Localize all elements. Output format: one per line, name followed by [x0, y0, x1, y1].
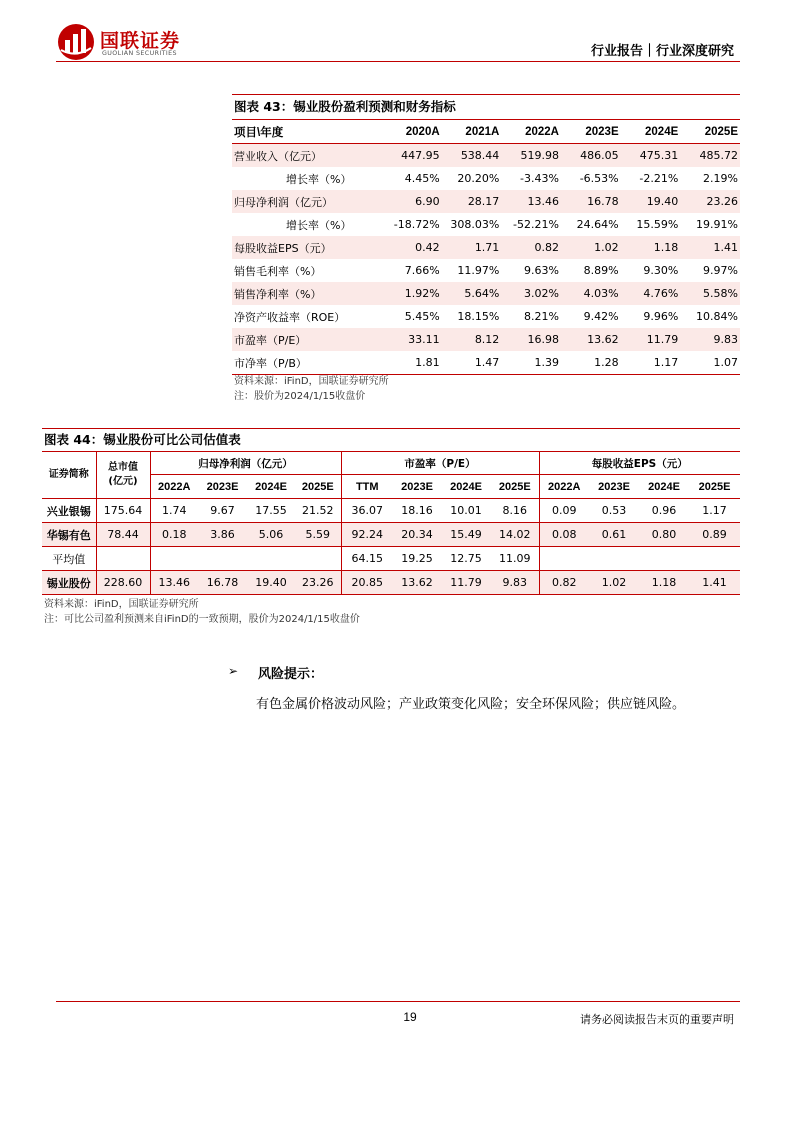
table-cell: 13.62 — [561, 328, 621, 351]
table-cell: 1.17 — [689, 499, 740, 523]
table-cell: 0.08 — [539, 523, 589, 547]
table-cell: 1.18 — [621, 236, 681, 259]
table-cell: 13.62 — [393, 571, 441, 595]
table-cell: 16.78 — [198, 571, 247, 595]
table-cell: 8.89% — [583, 264, 619, 277]
year-header: 2022A — [150, 475, 198, 499]
header-label: 项目\年度 — [232, 120, 382, 144]
table-cell: 11.79 — [621, 328, 681, 351]
table-cell: 36.07 — [341, 499, 393, 523]
table-cell: 23.26 — [680, 190, 740, 213]
year-header: 2023E — [589, 475, 639, 499]
report-category: 行业报告｜行业深度研究 — [590, 44, 734, 59]
row-label: 市盈率（P/E） — [232, 328, 382, 351]
table-cell: 175.64 — [96, 499, 150, 523]
table-cell: 5.59 — [295, 523, 341, 547]
price-note: 注：股价为2024/1/15收盘价 — [234, 391, 366, 402]
risk-heading: 风险提示： — [258, 667, 324, 682]
table-cell: 13.46 — [150, 571, 198, 595]
forecast-note: 注：可比公司盈利预测来自iFinD的一致预期，股价为2024/1/15收盘价 — [44, 614, 360, 625]
year-header: 2022A — [501, 120, 561, 144]
row-label: 增长率（%） — [286, 218, 352, 232]
table-cell: 19.91% — [696, 218, 738, 231]
year-header: 2024E — [621, 120, 681, 144]
group-net-profit: 归母净利润（亿元） — [150, 452, 341, 475]
table-row — [232, 167, 740, 190]
table-row — [232, 213, 740, 236]
table-cell: 8.12 — [442, 328, 502, 351]
table-row — [232, 305, 740, 328]
peer-valuation-table — [42, 452, 740, 595]
table-cell: 0.42 — [382, 236, 442, 259]
year-header: 2024E — [247, 475, 295, 499]
table-cell: 9.97% — [703, 264, 738, 277]
table-cell: 519.98 — [501, 144, 561, 168]
table-cell: -2.21% — [639, 172, 679, 185]
table-cell: 228.60 — [96, 571, 150, 595]
year-header: 2025E — [689, 475, 740, 499]
table-header-row — [232, 120, 740, 144]
table-cell: 92.24 — [341, 523, 393, 547]
table-row — [42, 499, 740, 523]
group-pe: 市盈率（P/E） — [341, 452, 539, 475]
table-cell — [689, 547, 740, 571]
year-header: 2023E — [198, 475, 247, 499]
table-cell: 7.66% — [404, 264, 440, 277]
table-cell — [198, 547, 247, 571]
year-header: 2024E — [441, 475, 491, 499]
table-cell: -52.21% — [513, 218, 559, 231]
logo-english-name: GUOLIAN SECURITIES — [102, 50, 177, 57]
table-row — [232, 144, 740, 168]
table-cell: 0.82 — [501, 236, 561, 259]
figure-44-valuation-table — [42, 428, 740, 595]
table-cell: 0.09 — [539, 499, 589, 523]
group-header-row — [42, 452, 740, 475]
table-row — [232, 236, 740, 259]
table-cell: 9.63% — [524, 264, 559, 277]
table-cell: 0.18 — [150, 523, 198, 547]
row-label: 归母净利润（亿元） — [232, 190, 382, 213]
table-cell: 9.30% — [643, 264, 679, 277]
table-cell: 12.75 — [441, 547, 491, 571]
row-label: 销售净利率（%） — [232, 282, 382, 305]
table-cell: 2.19% — [703, 172, 738, 185]
table-cell: 14.02 — [491, 523, 539, 547]
table-cell: 9.67 — [198, 499, 247, 523]
table-cell: 15.59% — [636, 218, 679, 231]
table-cell: 1.92% — [382, 282, 442, 305]
table-row — [232, 190, 740, 213]
year-header: 2022A — [539, 475, 589, 499]
table-cell: 18.16 — [393, 499, 441, 523]
table-cell: 16.78 — [561, 190, 621, 213]
page-number: 19 — [403, 1010, 417, 1024]
table-cell: 1.74 — [150, 499, 198, 523]
logo-mark-icon — [56, 22, 96, 62]
table-cell: 11.09 — [491, 547, 539, 571]
footer-divider — [56, 1001, 740, 1002]
table-row — [232, 259, 740, 282]
financial-forecast-table — [232, 120, 740, 375]
security-name: 华锡有色 — [42, 523, 96, 547]
row-label: 销售毛利率（%） — [234, 264, 322, 278]
year-header: TTM — [341, 475, 393, 499]
table-cell: 5.45% — [404, 310, 440, 323]
table-cell: -18.72% — [393, 218, 440, 231]
table-cell: 78.44 — [96, 523, 150, 547]
table-cell: 538.44 — [442, 144, 502, 168]
year-header: 2023E — [393, 475, 441, 499]
row-label: 市净率（P/B） — [232, 351, 382, 375]
table-cell — [639, 547, 689, 571]
group-eps: 每股收益EPS（元） — [539, 452, 740, 475]
table-cell: 21.52 — [295, 499, 341, 523]
table-cell: 1.17 — [621, 351, 681, 375]
table-cell: 33.11 — [382, 328, 442, 351]
table-cell — [295, 547, 341, 571]
table-cell: 447.95 — [382, 144, 442, 168]
table-cell: 20.34 — [393, 523, 441, 547]
table-cell — [247, 547, 295, 571]
table-cell: 1.41 — [680, 236, 740, 259]
table-cell: 1.28 — [561, 351, 621, 375]
table-cell: 19.40 — [247, 571, 295, 595]
table-cell: -6.53% — [579, 172, 619, 185]
table-row — [232, 351, 740, 375]
table-cell: 9.42% — [583, 310, 619, 323]
table-cell: 10.84% — [696, 310, 738, 323]
table-cell: 13.46 — [501, 190, 561, 213]
table-cell: 10.01 — [441, 499, 491, 523]
row-label: 净资产收益率（ROE） — [234, 310, 346, 324]
table-row — [42, 547, 740, 571]
row-label: 每股收益EPS（元） — [232, 236, 382, 259]
table-cell: 5.58% — [680, 282, 740, 305]
table-cell: 17.55 — [247, 499, 295, 523]
row-label: 营业收入（亿元） — [232, 144, 382, 168]
table-cell: 486.05 — [561, 144, 621, 168]
table-cell: 3.02% — [501, 282, 561, 305]
figure-44-title: 图表 44：锡业股份可比公司估值表 — [42, 428, 740, 452]
table-cell: 308.03% — [450, 218, 500, 231]
table-cell: 9.83 — [680, 328, 740, 351]
table-cell: 3.86 — [198, 523, 247, 547]
header-divider — [56, 61, 740, 62]
table-cell: 9.96% — [643, 310, 679, 323]
table-cell: 1.18 — [639, 571, 689, 595]
table-cell: 28.17 — [442, 190, 502, 213]
table-cell: 0.82 — [539, 571, 589, 595]
table-row — [42, 523, 740, 547]
table-cell: 0.96 — [639, 499, 689, 523]
risk-text: 有色金属价格波动风险；产业政策变化风险；安全环保风险；供应链风险。 — [256, 697, 686, 712]
table-cell: -3.43% — [520, 172, 559, 185]
figure-44-notes — [44, 597, 360, 627]
year-header: 2023E — [561, 120, 621, 144]
year-header: 2020A — [382, 120, 442, 144]
figure-43-notes — [234, 374, 389, 404]
table-cell: 20.85 — [341, 571, 393, 595]
table-cell: 4.45% — [404, 172, 440, 185]
table-cell: 1.02 — [561, 236, 621, 259]
table-cell: 1.71 — [442, 236, 502, 259]
table-cell: 23.26 — [295, 571, 341, 595]
table-cell: 475.31 — [621, 144, 681, 168]
table-row — [232, 328, 740, 351]
security-name: 锡业股份 — [42, 571, 96, 595]
table-cell: 15.49 — [441, 523, 491, 547]
average-label: 平均值 — [42, 547, 96, 571]
table-cell: 4.76% — [621, 282, 681, 305]
table-cell: 1.81 — [382, 351, 442, 375]
table-cell: 1.02 — [589, 571, 639, 595]
table-cell: 1.39 — [501, 351, 561, 375]
table-row — [232, 282, 740, 305]
table-cell: 1.41 — [689, 571, 740, 595]
year-header: 2024E — [639, 475, 689, 499]
source-note: 资料来源：iFinD，国联证券研究所 — [44, 599, 199, 610]
table-cell: 11.97% — [457, 264, 500, 277]
table-cell: 18.15% — [457, 310, 500, 323]
table-cell: 485.72 — [680, 144, 740, 168]
year-header: 2021A — [442, 120, 502, 144]
table-cell: 19.25 — [393, 547, 441, 571]
table-cell: 4.03% — [561, 282, 621, 305]
table-cell — [150, 547, 198, 571]
table-cell: 6.90 — [382, 190, 442, 213]
source-note: 资料来源：iFinD，国联证券研究所 — [234, 376, 389, 387]
table-cell: 1.47 — [442, 351, 502, 375]
table-cell: 0.80 — [639, 523, 689, 547]
table-cell: 16.98 — [501, 328, 561, 351]
table-cell: 1.07 — [680, 351, 740, 375]
table-cell: 11.79 — [441, 571, 491, 595]
table-cell — [96, 547, 150, 571]
security-name: 兴业银锡 — [42, 499, 96, 523]
year-header: 2025E — [295, 475, 341, 499]
table-cell: 19.40 — [621, 190, 681, 213]
table-cell — [589, 547, 639, 571]
table-cell: 20.20% — [457, 172, 500, 185]
disclaimer-note: 请务必阅读报告末页的重要声明 — [580, 1013, 734, 1026]
table-cell: 24.64% — [576, 218, 619, 231]
table-cell: 0.89 — [689, 523, 740, 547]
col-security-name: 证券简称 — [42, 452, 96, 499]
table-cell: 0.53 — [589, 499, 639, 523]
table-cell: 64.15 — [341, 547, 393, 571]
table-cell: 8.21% — [524, 310, 559, 323]
arrow-bullet-icon: ➢ — [228, 664, 239, 678]
table-cell: 8.16 — [491, 499, 539, 523]
year-header: 2025E — [680, 120, 740, 144]
row-label: 增长率（%） — [286, 172, 352, 186]
table-row — [42, 571, 740, 595]
table-cell: 0.61 — [589, 523, 639, 547]
figure-43-title: 图表 43：锡业股份盈利预测和财务指标 — [232, 94, 740, 120]
table-cell: 9.83 — [491, 571, 539, 595]
logo-chinese-name: 国联证券 — [100, 30, 181, 52]
col-market-cap: 总市值 (亿元) — [96, 452, 150, 499]
figure-43-forecast-table — [232, 94, 740, 375]
company-logo — [56, 22, 206, 62]
year-header: 2025E — [491, 475, 539, 499]
table-cell: 5.06 — [247, 523, 295, 547]
table-cell: 5.64% — [442, 282, 502, 305]
table-cell — [539, 547, 589, 571]
